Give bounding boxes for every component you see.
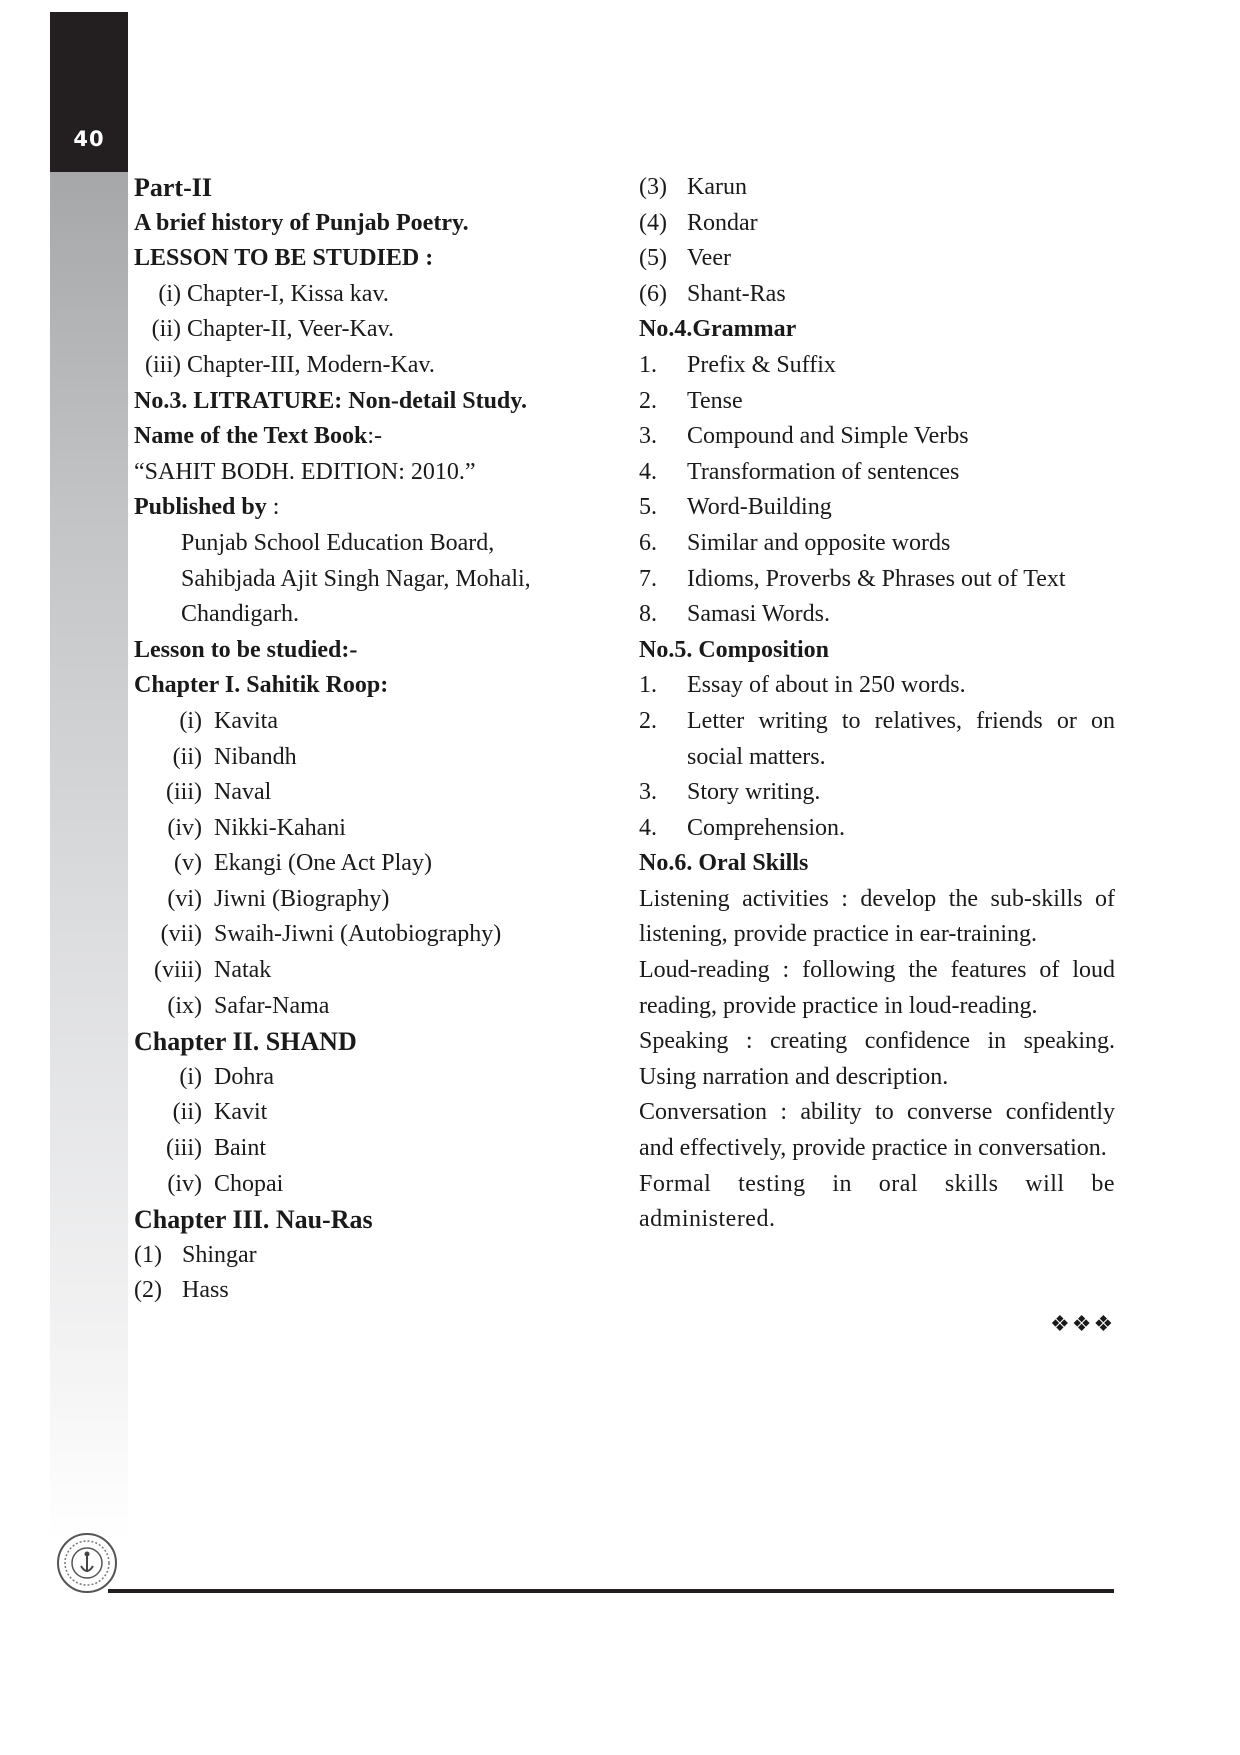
publisher-line: Chandigarh. bbox=[181, 601, 299, 628]
oral-paragraph-listening: Listening activities : develop the sub-skills of listening, provide practice in ear-training. bbox=[639, 885, 1115, 948]
list-item: (iv) Chopai bbox=[167, 1170, 284, 1197]
grammar-heading: No.4.Grammar bbox=[639, 316, 797, 343]
list-item: (i) Chapter-I, Kissa kav. bbox=[158, 280, 389, 307]
textbook-label-line: Name of the Text Book:- bbox=[134, 423, 383, 450]
list-item: (iii) Baint bbox=[166, 1135, 266, 1162]
list-item: 2. Letter writing to relatives, friends or on bbox=[639, 707, 1115, 734]
side-gradient-bar bbox=[50, 172, 128, 1542]
composition-heading: No.5. Composition bbox=[639, 636, 830, 663]
right-column bbox=[639, 170, 1115, 1238]
list-item: 4. Comprehension. bbox=[639, 814, 845, 841]
chapter3-heading: Chapter III. Nau-Ras bbox=[134, 1205, 373, 1235]
list-item: 3. Compound and Simple Verbs bbox=[639, 423, 969, 450]
bottom-rule bbox=[108, 1589, 1114, 1593]
page-number-tab bbox=[50, 12, 128, 172]
list-item: 3. Story writing. bbox=[639, 779, 821, 806]
list-item: (ii) Chapter-II, Veer-Kav. bbox=[151, 316, 394, 343]
list-item-continuation: social matters. bbox=[687, 743, 826, 770]
chapter1-heading: Chapter I. Sahitik Roop: bbox=[134, 672, 389, 699]
list-item: 1. Prefix & Suffix bbox=[639, 351, 836, 378]
publisher-line: Sahibjada Ajit Singh Nagar, Mohali, bbox=[181, 565, 531, 592]
list-item: (iv) Nikki-Kahani bbox=[167, 814, 346, 841]
list-item: 7. Idioms, Proverbs & Phrases out of Text bbox=[639, 565, 1066, 592]
lesson-heading: LESSON TO BE STUDIED : bbox=[134, 245, 434, 272]
list-item: (iii) Naval bbox=[166, 779, 272, 806]
list-item: 1. Essay of about in 250 words. bbox=[639, 672, 966, 699]
list-item: (6) Shant-Ras bbox=[639, 280, 786, 307]
chapter2-heading: Chapter II. SHAND bbox=[134, 1027, 357, 1057]
oral-paragraph-loud-reading: Loud-reading : following the features of loud reading, provide practice in loud-reading. bbox=[639, 957, 1115, 1019]
list-item: (i) Dohra bbox=[179, 1063, 274, 1090]
publisher-line: Punjab School Education Board, bbox=[181, 529, 495, 556]
list-item: 2. Tense bbox=[639, 387, 743, 414]
list-item: (5) Veer bbox=[639, 245, 731, 272]
list-item: (ix) Safar-Nama bbox=[167, 992, 330, 1019]
list-item: 8. Samasi Words. bbox=[639, 601, 830, 628]
published-by-line: Published by : bbox=[134, 494, 280, 521]
oral-skills-heading: No.6. Oral Skills bbox=[639, 850, 809, 877]
list-item: (4) Rondar bbox=[639, 209, 758, 236]
list-item: (vii) Swaih-Jiwni (Autobiography) bbox=[160, 921, 502, 948]
list-item: (ii) Kavit bbox=[172, 1099, 268, 1126]
section-heading-no3: No.3. LITRATURE: Non-detail Study. bbox=[134, 387, 527, 414]
textbook-title: “SAHIT BODH. EDITION: 2010.” bbox=[134, 458, 476, 485]
list-item: (i) Kavita bbox=[179, 707, 278, 734]
list-item: (vi) Jiwni (Biography) bbox=[167, 885, 390, 912]
part-subtitle: A brief history of Punjab Poetry. bbox=[134, 209, 469, 236]
oral-paragraph-speaking: Speaking : creating confidence in speaking. Using narration and description. bbox=[639, 1028, 1115, 1090]
oral-paragraph-testing: Formal testing in oral skills will be administered. bbox=[639, 1170, 1115, 1233]
list-item: (2) Hass bbox=[134, 1277, 229, 1304]
list-item: (v) Ekangi (One Act Play) bbox=[174, 850, 432, 877]
list-item: 4. Transformation of sentences bbox=[639, 458, 960, 485]
list-item: 5. Word-Building bbox=[639, 494, 832, 521]
list-item: (1) Shingar bbox=[134, 1241, 257, 1268]
list-item: (3) Karun bbox=[639, 174, 747, 200]
lesson-studied-heading: Lesson to be studied:- bbox=[134, 636, 358, 663]
left-column bbox=[134, 170, 564, 1309]
board-seal-icon bbox=[56, 1532, 118, 1594]
page-number: 40 bbox=[73, 127, 105, 151]
list-item: (viii) Natak bbox=[154, 957, 272, 984]
part-title: Part-II bbox=[134, 173, 212, 202]
end-ornament: ❖❖❖ bbox=[1050, 1312, 1116, 1337]
list-item: 6. Similar and opposite words bbox=[639, 529, 951, 556]
oral-paragraph-conversation: Conversation : ability to converse confidently and effectively, provide practice in conversation. bbox=[639, 1099, 1115, 1162]
list-item: (iii) Chapter-III, Modern-Kav. bbox=[145, 351, 435, 378]
list-item: (ii) Nibandh bbox=[172, 743, 297, 770]
